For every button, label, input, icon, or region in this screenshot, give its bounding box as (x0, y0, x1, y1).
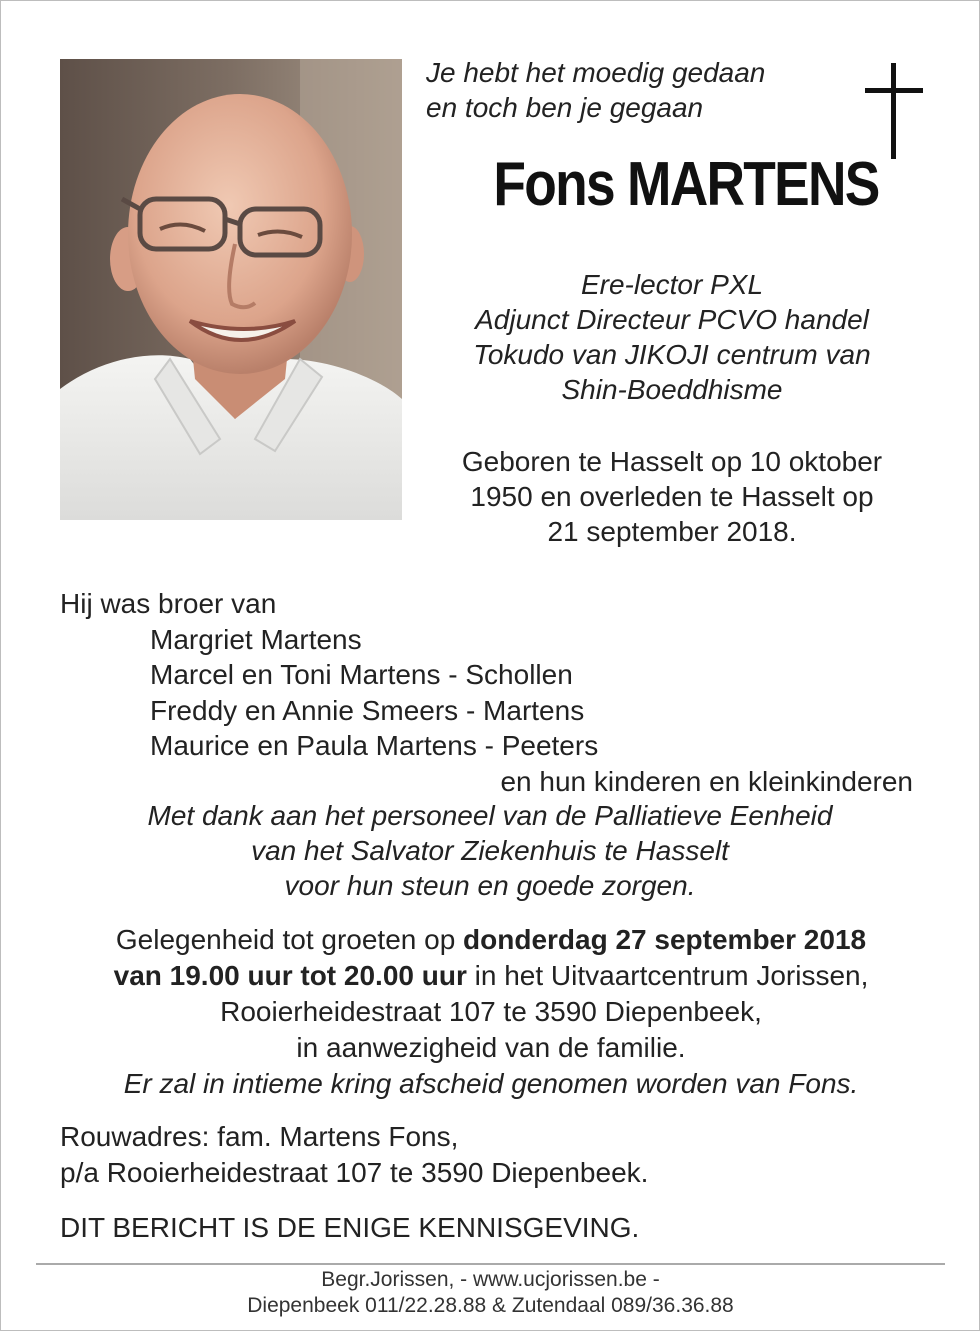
visitation-address: Rooierheidestraat 107 te 3590 Diepenbeek, (220, 996, 762, 1027)
title-line: Shin-Boeddhisme (561, 374, 783, 405)
visitation-date: donderdag 27 september 2018 (463, 924, 867, 955)
thanks-note (60, 798, 920, 903)
visitation-line-2 (31, 958, 951, 994)
visitation-family-note: in aanwezigheid van de familie. (296, 1032, 686, 1063)
family-children: en hun kinderen en kleinkinderen (500, 765, 913, 797)
farewell-note: Er zal in intieme kring afscheid genomen worden van Fons. (123, 1068, 859, 1099)
title-line: Adjunct Directeur PCVO handel (475, 304, 869, 335)
mourning-address-line: p/a Rooierheidestraat 107 te 3590 Diepenbeek. (60, 1157, 649, 1188)
sole-notice: DIT BERICHT IS DE ENIGE KENNISGEVING. (60, 1212, 640, 1243)
deceased-titles (431, 267, 913, 407)
birth-line: Geboren te Hasselt op 10 oktober (461, 446, 883, 477)
birth-death-info (431, 444, 913, 549)
thanks-line: voor hun steun en goede zorgen. (284, 870, 696, 901)
footer-divider (36, 1263, 945, 1265)
undertaker-footer (36, 1267, 945, 1319)
visitation-line-1 (31, 922, 951, 958)
title-line: Ere-lector PXL (580, 269, 764, 300)
deceased-name: Fons MARTENS (493, 150, 879, 219)
birth-line: 1950 en overleden te Hasselt op (470, 481, 874, 512)
sibling-entry: Maurice en Paula Martens - Peeters (150, 730, 599, 761)
thanks-line: Met dank aan het personeel van de Palliatieve Eenheid (147, 800, 833, 831)
mourning-address (60, 1119, 648, 1191)
birth-line: 21 september 2018. (547, 516, 797, 547)
visitation-prefix: Gelegenheid tot groeten op (115, 924, 464, 955)
cross-icon (865, 63, 923, 159)
memorial-quote (426, 55, 765, 125)
thanks-line: van het Salvator Ziekenhuis te Hasselt (251, 835, 729, 866)
visitation-location: in het Uitvaartcentrum Jorissen, (466, 960, 869, 991)
portrait-photo (60, 59, 402, 520)
title-line: Tokudo van JIKOJI centrum van (473, 339, 871, 370)
family-section (60, 586, 920, 799)
visitation-time: van 19.00 uur tot 20.00 uur (113, 960, 467, 991)
quote-line: Je hebt het moedig gedaan (426, 57, 766, 88)
sibling-entry: Freddy en Annie Smeers - Martens (150, 694, 585, 726)
mourning-address-line: Rouwadres: fam. Martens Fons, (60, 1121, 459, 1152)
sibling-entry: Margriet Martens (150, 623, 362, 655)
visitation-info (31, 922, 951, 1102)
sibling-entry: Marcel en Toni Martens - Schollen (150, 659, 573, 690)
footer-line: Diepenbeek 011/22.28.88 & Zutendaal 089/36.36.88 (247, 1294, 734, 1317)
family-intro: Hij was broer van (60, 588, 277, 619)
quote-line: en toch ben je gegaan (426, 92, 704, 123)
footer-line: Begr.Jorissen, - www.ucjorissen.be - (321, 1268, 660, 1291)
